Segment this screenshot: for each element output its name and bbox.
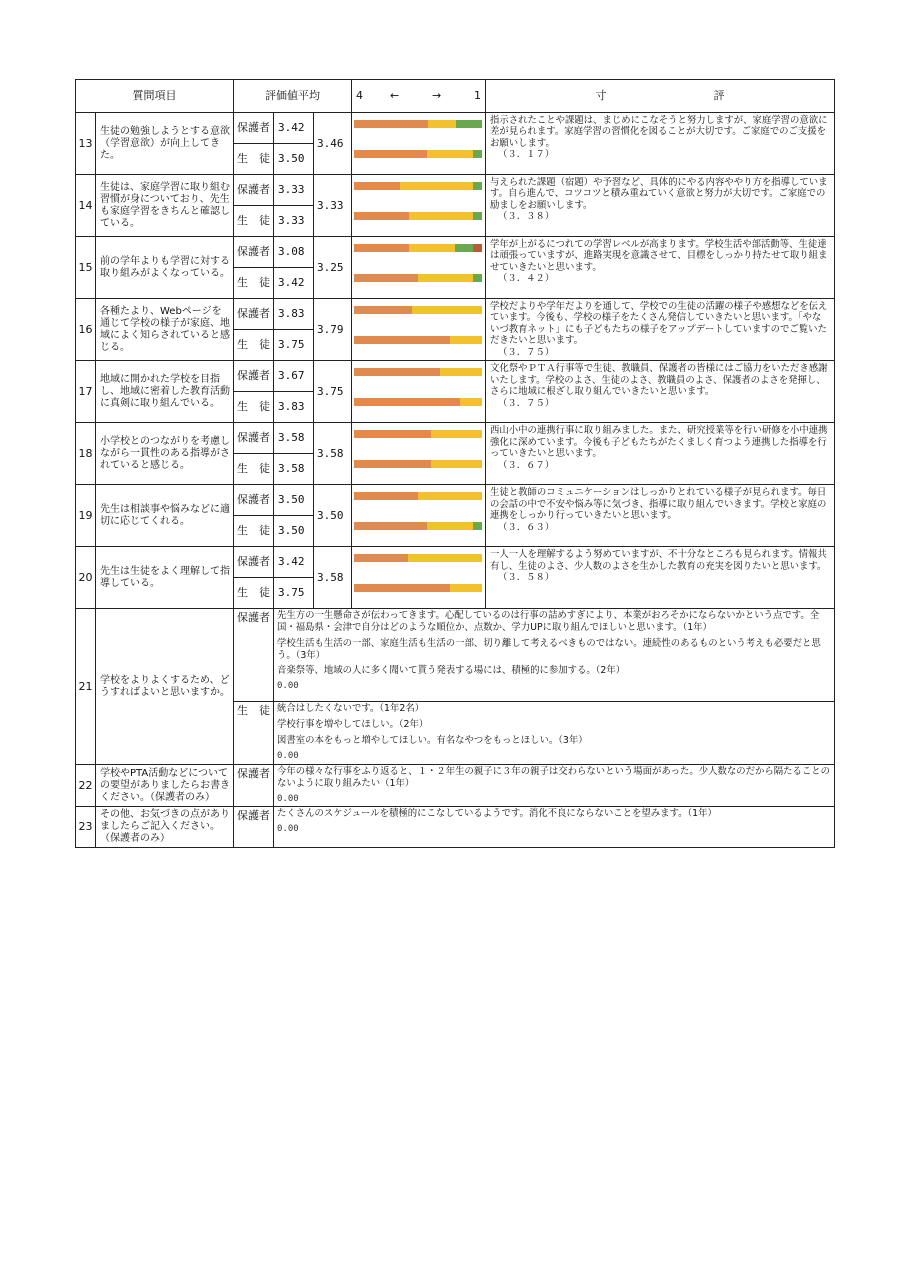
question-text: 学校やPTA活動などについての要望がありましたらお書きください。（保護者のみ） [96,765,234,807]
parent-score: 3.42 [274,547,314,578]
distribution-cell [352,547,486,609]
bar-segment-level-3 [408,554,482,562]
distribution-cell [352,175,486,237]
bar-segment-level-3 [450,336,482,344]
student-label: 生 徒 [234,578,274,609]
distribution-cell [352,423,486,485]
row-number: 15 [76,237,96,299]
student-score: 3.75 [274,578,314,609]
student-score: 3.33 [274,206,314,237]
student-label: 生 徒 [234,144,274,175]
student-score: 3.50 [274,516,314,547]
bar-segment-level-4 [354,274,418,282]
bar-segment-level-4 [354,492,418,500]
comment-header [486,80,835,113]
comment-text: 学校だよりや学年だよりを通して、学校での生徒の活躍の様子や感想などを伝えています。今後も、学校の様子をたくさん発信していきたいと思います。「やないづ教育ネット」にも子どもたちの様子をアップデートしていますのでご覧いただきたいと思います。 [490,301,828,347]
distribution-bar [354,182,482,190]
parent-score: 3.83 [274,299,314,330]
parent-label: 保護者 [234,299,274,330]
distribution-bar [354,368,482,376]
parent-bar-row [352,113,485,143]
distribution-bar [354,522,482,530]
row-number: 18 [76,423,96,485]
bar-segment-level-2 [456,120,482,128]
teacher-score: （３．７５） [498,346,555,358]
avg-header: 評価値平均 [234,80,352,113]
table-row [76,237,835,268]
parent-label: 保護者 [234,547,274,578]
bar-segment-level-2 [473,182,482,190]
student-response: 統合はしたくないです。（1年2名） [277,703,425,715]
parent-label: 保護者 [234,237,274,268]
table-row [76,423,835,454]
bar-segment-level-2 [455,244,473,252]
bar-segment-level-3 [418,492,482,500]
teacher-score: （３．７５） [498,397,555,409]
student-response: 図書室の本をもっと増やしてほしい。有名なやつをもっとほしい。（3年） [277,734,588,746]
comment-header-b: 評 [713,89,725,103]
distribution-cell [352,237,486,299]
question-text: 先生は生徒をよく理解して指導している。 [96,547,234,609]
parent-label: 保護者 [234,113,274,144]
distribution-bar [354,274,482,282]
student-bar-row [352,205,485,235]
comment-text: 西山小中の連携行事に取り組みました。また、研究授業等を行い研修を小中連携強化に深めています。今後も子どもたちがたくましく育つよう連携した指導を行っていきたいと思います。 [490,425,828,460]
bar-segment-level-4 [354,584,450,592]
student-label: 生 徒 [234,268,274,299]
rating-body [76,113,835,609]
comment-cell [486,237,835,299]
distribution-bar [354,398,482,406]
parent-label: 保護者 [234,361,274,392]
row-number: 13 [76,113,96,175]
bar-segment-level-3 [400,182,473,190]
teacher-score: （３．３８） [498,211,555,223]
distribution-bar [354,212,482,220]
scale-left-label: 4 [356,89,364,102]
question-header: 質問項目 [76,80,234,113]
parent-response: 先生方の一生懸命さが伝わってきます。心配しているのは行事の詰めすぎにより、本業がおろそかにならないかという点です。全国・福島県・会津で自分はどのような順位か、点数か、学力UPに取り組んでほしいと思います。（1年） [277,610,820,634]
average-score: 3.58 [314,423,352,485]
parent-bar-row [352,361,485,391]
bar-segment-level-2 [473,522,482,530]
comment-header-a: 寸 [595,89,607,103]
parent-response: 学校生活も生活の一部、家庭生活も生活の一部、切り離して考えるべきものではない。連続性のあるものという考えも必要だと思う。（3年） [277,637,821,661]
student-zero-value: 0.00 [277,750,299,761]
average-score: 3.58 [314,547,352,609]
distribution-cell [352,113,486,175]
bar-segment-level-2 [473,212,482,220]
parent-label: 保護者 [234,765,274,807]
scale-header [352,80,486,113]
parent-responses [274,807,835,848]
comment-cell [486,423,835,485]
table-row [76,485,835,516]
student-bar-row [352,391,485,421]
teacher-score: （３．６３） [498,521,555,533]
table-row [76,765,835,807]
bar-segment-level-3 [412,306,482,314]
parent-label: 保護者 [234,485,274,516]
row-number: 23 [76,807,96,848]
comment-text: 学年が上がるにつれての学習レベルが高まります。学校生活や部活動等、生徒達は頑張っていますが、進路実現を意識させて、目標をしっかり持たせて取り組ませていきたいと思います。 [490,239,828,273]
comment-text: 文化祭やＰＴＡ行事等で生徒、教職員、保護者の皆様にはご協力をいただき感謝いたします。学校のよさ、生徒のよさ、教職員のよさ、保護者のよさを発揮し、さらに地域に根ざし取り組んでいきたいと思います。 [490,363,828,398]
bar-segment-level-1 [473,244,482,252]
row-number: 21 [76,609,96,765]
question-text: 地域に開かれた学校を目指し、地域に密着した教育活動に真剣に取り組んでいる。 [96,361,234,423]
bar-segment-level-3 [428,120,456,128]
parent-response: 今年の様々な行事をふり返ると、１・２年生の親子に３年の親子は交わらないという場面があった。少人数なのだから隔たることのないように取り組みたい（1年） [277,766,831,790]
parent-score: 3.67 [274,361,314,392]
distribution-cell [352,299,486,361]
table-row [76,807,835,848]
question-text: 生徒は、家庭学習に取り組む習慣が身についており、先生も家庭学習をきちんと確認している。 [96,175,234,237]
parent-bar-row [352,547,485,577]
parent-label: 保護者 [234,807,274,848]
average-score: 3.25 [314,237,352,299]
bar-segment-level-2 [473,274,482,282]
average-score: 3.33 [314,175,352,237]
average-score: 3.75 [314,361,352,423]
question-text: 小学校とのつながりを考慮しながら一貫性のある指導がされていると感じる。 [96,423,234,485]
parent-score: 3.50 [274,485,314,516]
distribution-bar [354,120,482,128]
comment-cell [486,299,835,361]
parent-response: たくさんのスケジュールを積極的にこなしているようです。消化不良にならないことを望みます。（1年） [277,808,717,820]
table-row [76,175,835,206]
parent-responses [274,609,835,702]
bar-segment-level-4 [354,244,409,252]
bar-segment-level-3 [440,368,482,376]
parent-label: 保護者 [234,175,274,206]
parent-zero-value: 0.00 [277,681,299,692]
bar-segment-level-3 [460,398,482,406]
table-row [76,609,835,702]
comment-text: 生徒と教師のコミュニケーションはしっかりとれている様子が見られます。毎日の会話の中で不安や悩み等に気づき、指導に取り組んでいきます。学校と家庭の連携をしっかり行っていきたいと思います。 [490,487,827,522]
student-bar-row [352,453,485,483]
teacher-score: （３．６７） [498,459,555,471]
comment-cell [486,485,835,547]
row-number: 20 [76,547,96,609]
teacher-score: （３．４２） [498,273,555,285]
bar-segment-level-4 [354,336,450,344]
student-label: 生 徒 [234,516,274,547]
bar-segment-level-4 [354,306,412,314]
distribution-bar [354,306,482,314]
bar-segment-level-4 [354,120,428,128]
parent-score: 3.42 [274,113,314,144]
student-score: 3.58 [274,454,314,485]
question-text: 生徒の勉強しようとする意欲（学習意欲）が向上してきた。 [96,113,234,175]
bar-segment-level-3 [431,430,482,438]
bar-segment-level-2 [473,150,482,158]
distribution-cell [352,361,486,423]
comment-cell [486,361,835,423]
bar-segment-level-3 [427,522,473,530]
comment-text: 与えられた課題（宿題）や予習など、具体的にやる内容ややり方を指導しています。自ら進んで、コツコツと積み重ねていく意欲と努力が大切です。ご家庭での励ましをお願いします。 [490,177,828,211]
distribution-bar [354,336,482,344]
distribution-bar [354,244,482,252]
question-text: 各種たより、Webページを通じて学校の様子が家庭、地域によく知らされていると感じる。 [96,299,234,361]
bar-segment-level-4 [354,368,440,376]
arrow-left-icon: ← [390,89,400,102]
bar-segment-level-4 [354,522,427,530]
bar-segment-level-4 [354,554,408,562]
bar-segment-level-3 [431,460,482,468]
parent-bar-row [352,299,485,329]
table-row [76,113,835,144]
student-bar-row [352,329,485,359]
distribution-bar [354,460,482,468]
comment-text: 指示されたことや課題は、まじめにこなそうと努力しますが、家庭学習の意欲に差が見られます。家庭学習の習慣化を図ることが大切です。ご家庭でのご支援をお願いします。 [490,115,828,149]
student-bar-row [352,267,485,297]
student-bar-row [352,143,485,173]
parent-label: 保護者 [234,423,274,454]
bar-segment-level-3 [409,244,455,252]
bar-segment-level-4 [354,182,400,190]
table-row [76,547,835,578]
parent-score: 3.08 [274,237,314,268]
bar-segment-level-3 [418,274,473,282]
parent-bar-row [352,423,485,453]
bar-segment-level-4 [354,430,431,438]
student-score: 3.50 [274,144,314,175]
bar-segment-level-3 [427,150,473,158]
bar-segment-level-4 [354,460,431,468]
distribution-bar [354,430,482,438]
row-number: 14 [76,175,96,237]
row-number: 19 [76,485,96,547]
parent-bar-row [352,485,485,515]
table-row [76,361,835,392]
average-score: 3.50 [314,485,352,547]
distribution-bar [354,150,482,158]
comment-cell [486,113,835,175]
student-response: 学校行事を増やしてほしい。（2年） [277,719,429,731]
student-bar-row [352,515,485,545]
teacher-score: （３．５８） [498,572,555,584]
free-response-body [76,609,835,848]
bar-segment-level-4 [354,150,427,158]
question-text: その他、お気づきの点がありましたらご記入ください。（保護者のみ） [96,807,234,848]
comment-cell [486,547,835,609]
student-bar-row [352,577,485,607]
parent-score: 3.58 [274,423,314,454]
table-row [76,299,835,330]
bar-segment-level-4 [354,398,460,406]
question-text: 先生は相談事や悩みなどに適切に応じてくれる。 [96,485,234,547]
comment-cell [486,175,835,237]
question-text: 学校をよりよくするため、どうすればよいと思いますか。 [96,609,234,765]
student-score: 3.83 [274,392,314,423]
average-score: 3.79 [314,299,352,361]
bar-segment-level-3 [450,584,482,592]
bar-segment-level-3 [409,212,473,220]
parent-bar-row [352,237,485,267]
parent-response: 音楽祭等、地域の人に多く聞いて貰う発表する場には、積極的に参加する。（2年） [277,665,626,677]
distribution-bar [354,554,482,562]
scale-right-label: 1 [474,89,482,102]
student-label: 生 徒 [234,330,274,361]
student-score: 3.42 [274,268,314,299]
student-score: 3.75 [274,330,314,361]
comment-text: 一人一人を理解するよう努めていますが、不十分なところも見られます。情報共有し、生徒のよさ、少人数のよさを生かした教育の充実を図りたいと思います。 [490,549,827,572]
survey-table [75,79,835,848]
teacher-score: （３．１７） [498,149,555,161]
distribution-cell [352,485,486,547]
student-label: 生 徒 [234,392,274,423]
parent-score: 3.33 [274,175,314,206]
header-row [76,80,835,113]
student-label: 生 徒 [234,702,274,765]
parent-zero-value: 0.00 [277,793,299,804]
parent-responses [274,765,835,807]
bar-segment-level-4 [354,212,409,220]
parent-bar-row [352,175,485,205]
student-responses [274,702,835,765]
distribution-bar [354,492,482,500]
row-number: 17 [76,361,96,423]
parent-zero-value: 0.00 [277,823,299,834]
row-number: 22 [76,765,96,807]
question-text: 前の学年よりも学習に対する取り組みがよくなっている。 [96,237,234,299]
row-number: 16 [76,299,96,361]
average-score: 3.46 [314,113,352,175]
distribution-bar [354,584,482,592]
parent-label: 保護者 [234,609,274,702]
student-label: 生 徒 [234,454,274,485]
student-label: 生 徒 [234,206,274,237]
arrow-right-icon: → [432,89,442,102]
